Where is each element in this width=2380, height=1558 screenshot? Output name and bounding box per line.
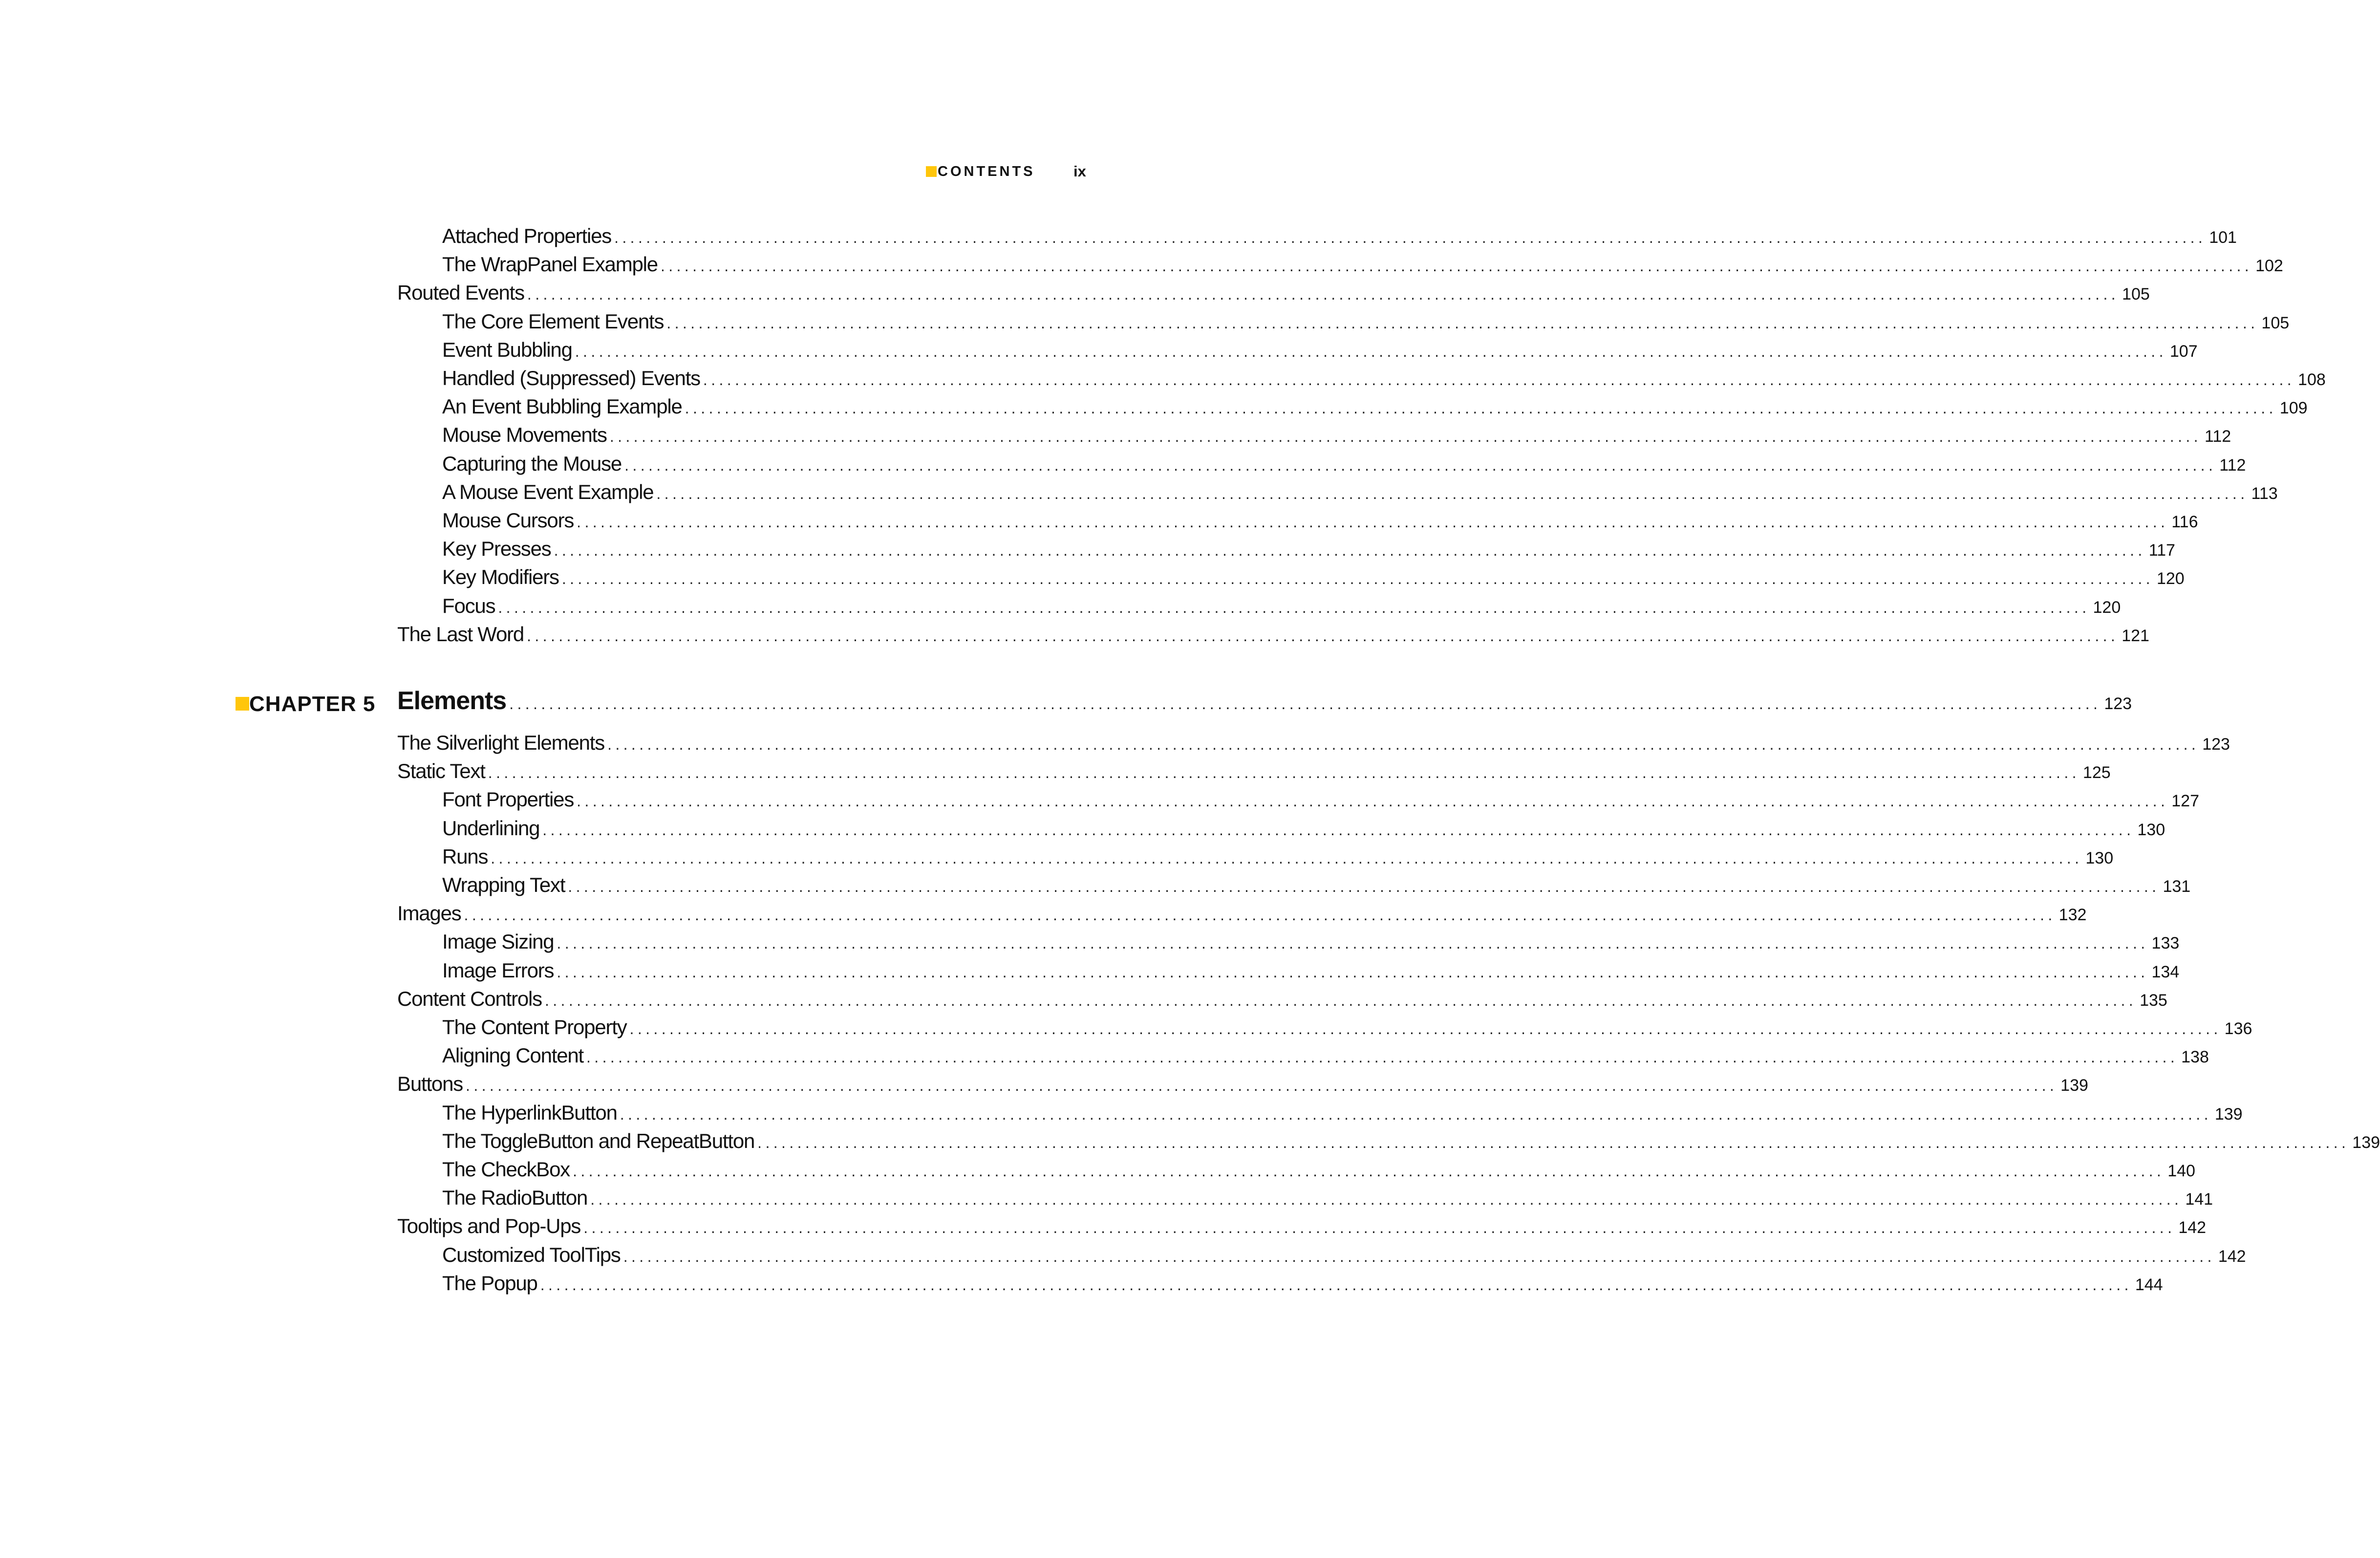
dot-leader: ........................................................................................................................................................................................................ xyxy=(586,1048,2179,1066)
toc-entry[interactable] xyxy=(442,423,2231,452)
dot-leader: ........................................................................................................................................................................................................ xyxy=(656,484,2249,502)
toc-entry[interactable] xyxy=(442,537,2175,565)
toc-entry[interactable] xyxy=(442,594,2121,623)
toc-entry-page: 125 xyxy=(2082,763,2111,782)
toc-entry-title: Image Sizing xyxy=(442,930,554,953)
toc-entry-title: Attached Properties xyxy=(442,224,612,247)
toc-entry-title: A Mouse Event Example xyxy=(442,480,654,503)
toc-entry-page: 130 xyxy=(2085,848,2114,867)
toc-entry[interactable] xyxy=(397,987,2167,1016)
dot-leader: ........................................................................................................................................................................................................ xyxy=(757,1133,2350,1151)
toc-entry[interactable] xyxy=(442,509,2198,537)
dot-leader: ........................................................................................................................................................................................................ xyxy=(620,1105,2212,1123)
dot-leader: ........................................................................................................................................................................................................ xyxy=(577,792,2169,810)
toc-entry[interactable] xyxy=(442,565,2185,594)
toc-entry-title: Images xyxy=(397,902,461,925)
toc-entry-title: Underlining xyxy=(442,816,540,840)
toc-entry[interactable] xyxy=(442,1243,2246,1272)
toc-entry-title: Buttons xyxy=(397,1072,463,1096)
toc-entry-title: The Last Word xyxy=(397,622,524,646)
dot-leader: ........................................................................................................................................................................................................ xyxy=(527,627,2119,645)
toc-entry[interactable] xyxy=(397,1072,2088,1101)
dot-leader: ........................................................................................................................................................................................................ xyxy=(685,399,2277,417)
dot-leader: ........................................................................................................................................................................................................ xyxy=(464,906,2056,924)
toc-entry-page: 127 xyxy=(2171,792,2199,811)
toc-entry-page: 140 xyxy=(2167,1162,2195,1180)
toc-entry-title: The RadioButton xyxy=(442,1186,588,1210)
toc-entry[interactable] xyxy=(442,1186,2213,1214)
toc-entry-page: 120 xyxy=(2156,569,2185,588)
dot-leader: ........................................................................................................................................................................................................ xyxy=(660,257,2253,275)
chapter-accent-square xyxy=(236,697,249,711)
toc-entry[interactable] xyxy=(442,452,2246,480)
dot-leader: ........................................................................................................................................................................................................ xyxy=(561,570,2154,588)
toc-entry[interactable] xyxy=(442,395,2308,423)
toc-entry-title: The Core Element Events xyxy=(442,309,664,333)
toc-entry[interactable] xyxy=(442,958,2180,987)
dot-leader: ........................................................................................................................................................................................................ xyxy=(554,541,2146,560)
dot-leader: ........................................................................................................................................................................................................ xyxy=(573,1162,2165,1180)
dot-leader: ........................................................................................................................................................................................................ xyxy=(544,991,2137,1009)
toc-entry[interactable] xyxy=(442,1101,2243,1129)
toc-entry-page: 139 xyxy=(2352,1133,2380,1152)
toc-entry-page: 123 xyxy=(2202,735,2230,754)
toc-entry-page: 120 xyxy=(2093,598,2121,617)
dot-leader: ........................................................................................................................................................................................................ xyxy=(623,1247,2215,1265)
dot-leader: ........................................................................................................................................................................................................ xyxy=(666,314,2259,332)
toc-entry[interactable] xyxy=(442,844,2114,873)
toc-entry-title: The Popup xyxy=(442,1271,537,1295)
toc-entry-page: 105 xyxy=(2122,285,2150,304)
toc-entry[interactable] xyxy=(397,731,2230,759)
toc-entry-title: An Event Bubbling Example xyxy=(442,395,682,418)
toc-entry-title: The CheckBox xyxy=(442,1158,570,1181)
toc-entry[interactable] xyxy=(442,367,2326,395)
toc-entry-title: Routed Events xyxy=(397,281,524,304)
dot-leader: ........................................................................................................................................................................................................ xyxy=(466,1077,2058,1095)
toc-entry-page: 121 xyxy=(2122,626,2149,645)
toc-entry-title: Image Errors xyxy=(442,958,554,982)
dot-leader: ........................................................................................................................................................................................................ xyxy=(614,229,2207,246)
toc-entry-title: Font Properties xyxy=(442,788,574,811)
dot-leader: ........................................................................................................................................................................................................ xyxy=(568,878,2160,895)
toc-entry-page: 108 xyxy=(2298,370,2326,389)
toc-entry-page: 133 xyxy=(2151,934,2180,953)
toc-entry-page: 132 xyxy=(2058,906,2087,925)
dot-leader: ........................................................................................................................................................................................................ xyxy=(575,342,2167,360)
toc-entry-title: Focus xyxy=(442,594,495,617)
toc-entry-page: 142 xyxy=(2218,1247,2246,1266)
toc-entry-page: 112 xyxy=(2204,427,2231,446)
toc-entry-title: Customized ToolTips xyxy=(442,1243,621,1266)
toc-entry-page: 144 xyxy=(2135,1275,2163,1294)
toc-entry[interactable] xyxy=(442,1016,2252,1044)
toc-entry-title: The Content Property xyxy=(442,1016,627,1039)
chapter-number: CHAPTER 5 xyxy=(249,692,376,716)
toc-entry[interactable] xyxy=(442,930,2180,958)
dot-leader: ........................................................................................................................................................................................................ xyxy=(542,821,2135,839)
toc-entry[interactable] xyxy=(442,1271,2163,1300)
toc-entry-title: Tooltips and Pop-Ups xyxy=(397,1214,581,1238)
toc-entry-page: 116 xyxy=(2171,513,2198,531)
dot-leader: ........................................................................................................................................................................................................ xyxy=(557,963,2149,981)
toc-entry-page: 102 xyxy=(2255,257,2283,276)
toc-entry-page: 112 xyxy=(2219,455,2246,475)
dot-leader: ........................................................................................................................................................................................................ xyxy=(590,1190,2183,1209)
toc-entry[interactable] xyxy=(397,622,2149,651)
toc-entry-page: 138 xyxy=(2181,1048,2209,1067)
toc-entry-title: Mouse Movements xyxy=(442,423,607,447)
dot-leader: ........................................................................................................................................................................................................ xyxy=(491,849,2083,867)
toc-entry[interactable] xyxy=(397,1214,2207,1243)
toc-entry-title: Aligning Content xyxy=(442,1044,584,1067)
dot-leader: ........................................................................................................................................................................................................ xyxy=(577,513,2169,531)
toc-entry-page: 117 xyxy=(2148,541,2175,560)
toc-entry[interactable] xyxy=(442,253,2283,281)
toc-entry-title: Event Bubbling xyxy=(442,338,572,361)
dot-leader: ........................................................................................................................................................................................................ xyxy=(703,371,2295,389)
toc-entry-title: The WrapPanel Example xyxy=(442,253,658,276)
toc-entry-page: 131 xyxy=(2163,877,2191,896)
toc-entry[interactable] xyxy=(442,1158,2195,1186)
dot-leader: ........................................................................................................................................................................................................ xyxy=(498,598,2090,616)
toc-entry-title: The ToggleButton and RepeatButton xyxy=(442,1129,755,1152)
toc-entry[interactable] xyxy=(442,1044,2209,1072)
section-label: CONTENTS xyxy=(938,164,1035,179)
toc-entry-title: The Silverlight Elements xyxy=(397,731,605,754)
toc-entry-page: 109 xyxy=(2279,399,2308,418)
toc-entry[interactable] xyxy=(442,788,2199,816)
toc-entry-page: 130 xyxy=(2137,820,2166,839)
toc-entry[interactable] xyxy=(442,309,2290,338)
dot-leader: ........................................................................................................................................................................................................ xyxy=(557,934,2149,952)
toc-entry-page: 139 xyxy=(2214,1104,2243,1124)
toc-entry[interactable] xyxy=(397,759,2111,788)
toc-entry-title: The HyperlinkButton xyxy=(442,1101,617,1124)
toc-entry[interactable] xyxy=(397,281,2150,309)
toc-entry-page: 107 xyxy=(2169,342,2198,361)
chapter-page: 123 xyxy=(2104,694,2132,713)
dot-leader: ........................................................................................................................................................................................................ xyxy=(540,1276,2132,1294)
toc-entry-title: Static Text xyxy=(397,759,485,783)
toc-entry-title: Handled (Suppressed) Events xyxy=(442,367,700,390)
chapter-entry[interactable] xyxy=(397,686,2132,720)
toc-entry[interactable] xyxy=(442,873,2191,902)
toc-entry-page: 134 xyxy=(2151,962,2180,981)
toc-entry-page: 136 xyxy=(2224,1019,2252,1038)
toc-entry-title: Capturing the Mouse xyxy=(442,452,622,475)
dot-leader: ........................................................................................................................................................................................................ xyxy=(527,285,2120,303)
toc-entry-page: 141 xyxy=(2185,1190,2213,1209)
toc-entry-title: Content Controls xyxy=(397,987,542,1010)
toc-entry[interactable] xyxy=(397,902,2087,930)
toc-entry[interactable] xyxy=(442,816,2166,845)
dot-leader: ........................................................................................................................................................................................................ xyxy=(583,1219,2176,1237)
toc-entry-title: Mouse Cursors xyxy=(442,509,574,532)
toc-entry[interactable] xyxy=(442,480,2278,509)
toc-entry-title: Wrapping Text xyxy=(442,873,565,896)
dot-leader: ........................................................................................................................................................................................................ xyxy=(629,1020,2222,1038)
dot-leader: ........................................................................................................................................................................................................ xyxy=(624,456,2217,474)
page-number: ix xyxy=(1073,163,1086,180)
toc-entry-page: 139 xyxy=(2060,1076,2088,1095)
toc-entry-page: 113 xyxy=(2251,484,2278,503)
toc-entry-title: Key Modifiers xyxy=(442,565,559,589)
toc-entry-title: Key Presses xyxy=(442,537,551,561)
toc-entry-page: 105 xyxy=(2261,313,2290,332)
toc-entry-title: Runs xyxy=(442,844,488,868)
toc-entry[interactable] xyxy=(442,224,2237,253)
toc-entry[interactable] xyxy=(442,1129,2380,1158)
dot-leader: ........................................................................................................................................................................................................ xyxy=(488,764,2080,782)
dot-leader: ........................................................................................................................................................................................................ xyxy=(509,695,2101,713)
toc-entry-page: 101 xyxy=(2209,228,2237,247)
toc-entry-page: 142 xyxy=(2178,1218,2207,1237)
dot-leader: ........................................................................................................................................................................................................ xyxy=(607,736,2200,753)
chapter-title: Elements xyxy=(397,687,507,715)
dot-leader: ........................................................................................................................................................................................................ xyxy=(609,428,2202,446)
toc-entry[interactable] xyxy=(442,338,2198,367)
toc-entry-page: 135 xyxy=(2140,991,2167,1010)
